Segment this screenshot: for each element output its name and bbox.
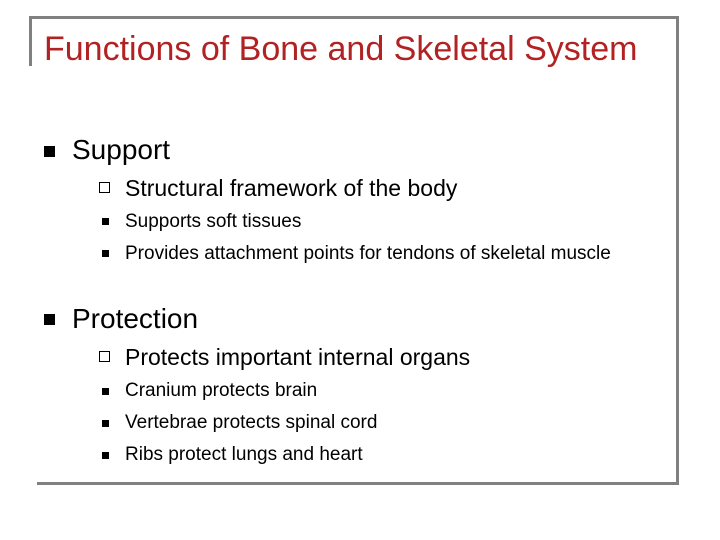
small-square-bullet-icon xyxy=(102,420,109,427)
small-square-bullet-icon xyxy=(102,452,109,459)
point-ribs: Ribs protect lungs and heart xyxy=(125,444,363,465)
slide-title: Functions of Bone and Skeletal System xyxy=(44,30,638,68)
small-square-bullet-icon xyxy=(102,388,109,395)
point-supports-soft-tissues: Supports soft tissues xyxy=(125,211,302,232)
bullet-support: Support xyxy=(72,134,171,165)
square-bullet-icon xyxy=(44,146,55,157)
small-square-bullet-icon xyxy=(102,218,109,225)
frame-left-border xyxy=(29,16,32,66)
frame-bottom-border xyxy=(37,482,679,485)
frame-top-border xyxy=(29,16,679,19)
square-bullet-icon xyxy=(44,314,55,325)
hollow-square-bullet-icon xyxy=(99,182,110,193)
bullet-protection: Protection xyxy=(72,303,199,334)
point-cranium: Cranium protects brain xyxy=(125,380,318,401)
frame-right-border xyxy=(676,16,679,485)
sub-bullet-protects-organs: Protects important internal organs xyxy=(125,344,471,370)
point-vertebrae: Vertebrae protects spinal cord xyxy=(125,412,378,433)
hollow-square-bullet-icon xyxy=(99,351,110,362)
point-attachment-points: Provides attachment points for tendons of skeletal muscle xyxy=(125,243,611,264)
small-square-bullet-icon xyxy=(102,250,109,257)
sub-bullet-structural-framework: Structural framework of the body xyxy=(125,175,458,201)
